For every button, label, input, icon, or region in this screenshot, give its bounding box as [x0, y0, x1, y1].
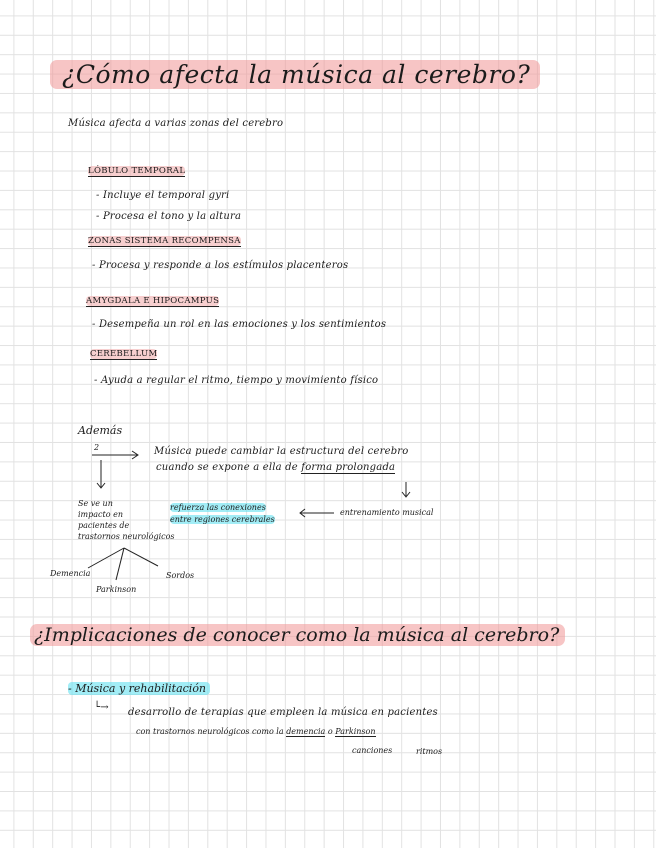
disease-sordos: Sordos — [166, 571, 195, 580]
section2-title-wrap — [30, 624, 565, 646]
heading-sistema-recompensa: ZONAS SISTEMA RECOMPENSA — [88, 236, 241, 246]
section2-title: ¿Implicaciones de conocer como la música al cerebro? — [30, 624, 565, 646]
heading-cerebellum: CEREBELLUM — [90, 349, 158, 359]
ademas-label: Además — [78, 424, 123, 437]
list-item: - Ayuda a regular el ritmo, tiempo y movimiento físico — [94, 375, 379, 386]
under-canciones: canciones — [352, 746, 393, 755]
intro-text: Música afecta a varias zonas del cerebro — [68, 118, 284, 129]
ademas-text-line2: cuando se expone a ella de forma prolongada — [156, 462, 396, 473]
demencia-word: demencia — [286, 727, 326, 736]
section2-line1: desarrollo de terapias que empleen la música en pacientes — [128, 707, 438, 718]
training-text: entrenamiento musical — [340, 508, 434, 517]
list-item: - Procesa el tono y la altura — [96, 211, 242, 222]
section2-line2: con trastornos neurológicos como la demencia o Parkinson — [136, 727, 376, 736]
impact-text: Se ve un impacto en pacientes de trastornos neurológicos — [78, 499, 175, 541]
ademas-number: 2 — [94, 443, 100, 452]
section1-title: ¿Cómo afecta la música al cerebro? — [50, 60, 540, 89]
forma-prolongada: forma prolongada — [301, 462, 396, 473]
disease-demencia: Demencia — [50, 569, 91, 578]
list-item: - Incluye el temporal gyri — [96, 190, 230, 201]
section2-sub: - Música y rehabilitación — [68, 682, 210, 695]
parkinson-word: Parkinson — [335, 727, 376, 736]
heading-amygdala: AMYGDALA E HIPOCAMPUS — [86, 296, 220, 306]
list-item: - Procesa y responde a los estímulos placenteros — [92, 260, 349, 271]
connections-text: refuerza las conexiones entre regiones cerebrales — [170, 503, 275, 524]
ademas-text-line1: Música puede cambiar la estructura del cerebro — [154, 446, 409, 457]
list-item: - Desempeña un rol en las emociones y los sentimientos — [92, 319, 387, 330]
disease-parkinson: Parkinson — [96, 585, 137, 594]
section2-arrow: └→ — [94, 702, 109, 713]
under-ritmos: ritmos — [416, 747, 443, 756]
heading-lobulo-temporal: LÓBULO TEMPORAL — [88, 166, 186, 176]
